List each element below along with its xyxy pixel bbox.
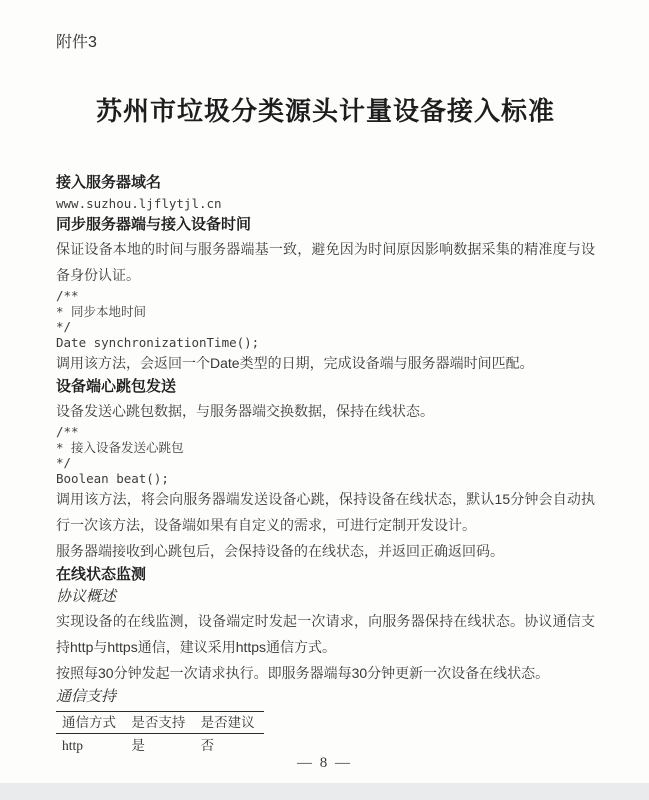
table-cell: 否 <box>200 738 215 753</box>
comm-support-table-head <box>56 712 264 734</box>
code-line: /** <box>56 424 79 439</box>
heartbeat-code-block <box>56 424 595 486</box>
heartbeat-note-1: 调用该方法，将会向服务器端发送设备心跳，保持设备在线状态，默认15分钟会自动执行一次该方法，设备端如果有自定义的需求，可进行定制开发设计。 <box>56 491 595 533</box>
code-line: */ <box>56 319 72 334</box>
subheading-protocol-overview: 协议概述 <box>56 589 117 605</box>
comm-support-table <box>56 711 264 756</box>
code-line: * 接入设备发送心跳包 <box>56 439 184 455</box>
heartbeat-description: 设备发送心跳包数据，与服务器端交换数据，保持在线状态。 <box>56 403 434 419</box>
table-cell: 是 <box>131 738 145 753</box>
table-header-cell: 是否支持 <box>131 715 186 730</box>
online-monitor-overview-2: 按照每30分钟发起一次请求执行。即服务器端每30分钟更新一次设备在线状态。 <box>56 665 550 681</box>
document-title: 苏州市垃圾分类源头计量设备接入标准 <box>95 97 555 126</box>
code-line: Date synchronizationTime(); <box>56 334 260 350</box>
time-sync-code-block <box>56 288 595 350</box>
code-line: * 同步本地时间 <box>56 303 147 319</box>
code-line: /** <box>56 288 79 303</box>
section-heading-server-domain: 接入服务器域名 <box>56 174 162 191</box>
section-heading-heartbeat: 设备端心跳包发送 <box>56 378 177 395</box>
table-header-cell: 通信方式 <box>62 715 116 730</box>
time-sync-description: 保证设备本地的时间与服务器端基一致，避免因为时间原因影响数据采集的精准度与设备身份认证。 <box>56 241 595 283</box>
server-domain-url: www.suzhou.ljflytjl.cn <box>56 196 222 211</box>
online-monitor-overview-1: 实现设备的在线监测，设备端定时发起一次请求，向服务器保持在线状态。协议通信支持http与https通信，建议采用https通信方式。 <box>56 613 595 655</box>
code-line: Boolean beat(); <box>56 470 169 486</box>
table-header-cell: 是否建议 <box>200 715 255 730</box>
table-cell: http <box>62 738 84 753</box>
comm-support-table-body <box>56 734 264 757</box>
page-number: — 8 — <box>297 755 352 771</box>
table-row <box>56 734 264 757</box>
section-heading-online-monitor: 在线状态监测 <box>56 566 147 583</box>
code-line: */ <box>56 455 72 470</box>
time-sync-note: 调用该方法，会返回一个Date类型的日期，完成设备端与服务器端时间匹配。 <box>56 355 534 371</box>
table-header-row <box>56 712 264 734</box>
attachment-label: 附件3 <box>56 34 97 51</box>
section-heading-time-sync: 同步服务器端与接入设备时间 <box>56 216 252 233</box>
heartbeat-note-2: 服务器端接收到心跳包后，会保持设备的在线状态，并返回正确返回码。 <box>56 543 504 559</box>
subheading-comm-support: 通信支持 <box>56 689 117 705</box>
photo-edge-strip <box>0 783 649 800</box>
